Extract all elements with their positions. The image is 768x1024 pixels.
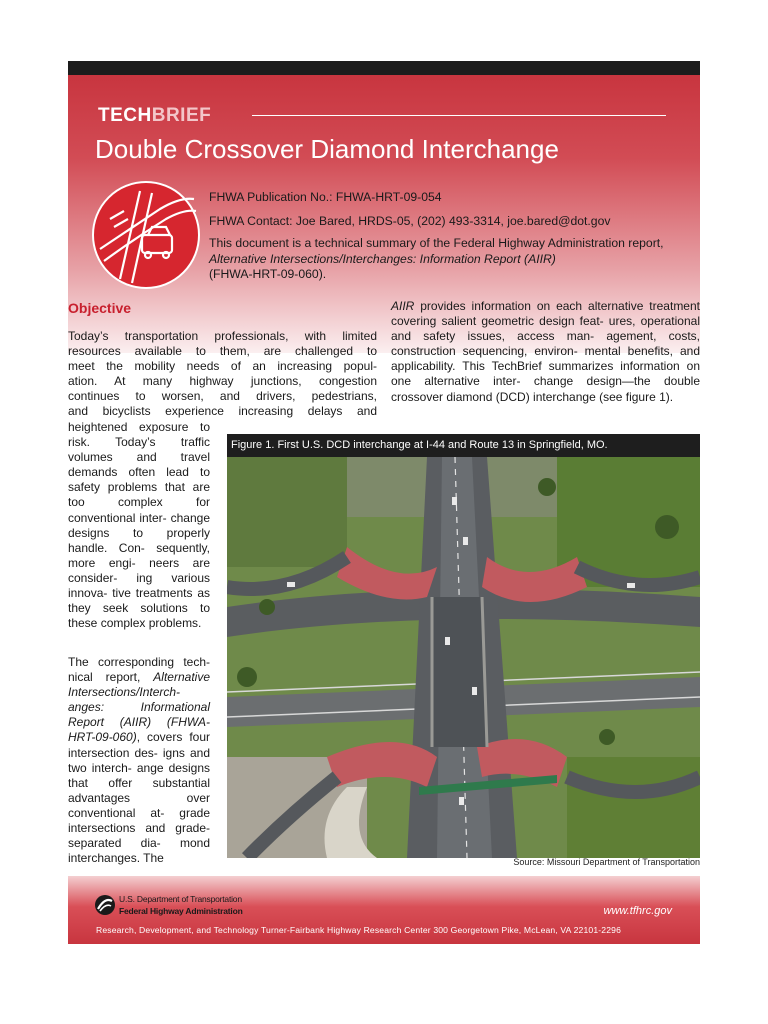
figure-1 xyxy=(227,434,700,858)
intro-line: meet the mobility needs of an increasing popul- xyxy=(68,359,377,374)
fhwa-contact: FHWA Contact: Joe Bared, HRDS-05, (202) 493-3314, joe.bared@dot.gov xyxy=(209,214,611,228)
summary-report-number: (FHWA-HRT-09-060). xyxy=(209,267,327,281)
top-black-bar xyxy=(68,61,700,75)
summary-text: This document is a technical summary of the Federal Highway Administration report, xyxy=(209,236,664,250)
interchange-emblem-icon xyxy=(90,179,202,291)
techbrief-page xyxy=(68,61,700,944)
usdot-logo-icon xyxy=(94,894,116,916)
website-link[interactable]: www.tfhrc.gov xyxy=(603,905,672,917)
brand-brief: BRIEF xyxy=(151,105,212,126)
techbrief-brand xyxy=(98,105,211,127)
p2-text-a: The corresponding tech- nical report, xyxy=(68,655,210,685)
intro-line: and bicyclists experience increasing delays and xyxy=(68,404,377,419)
brand-rule xyxy=(252,115,666,116)
document-summary xyxy=(209,236,679,283)
aiir-italic: AIIR xyxy=(391,299,415,313)
research-center-address: Research, Development, and Technology Turner-Fairbank Highway Research Center 300 Georgetown Pike, McLean, VA 22101-2296 xyxy=(96,925,621,935)
intro-line: resources available to them, are challenged to xyxy=(68,344,377,359)
interchange-aerial-photo xyxy=(227,457,700,858)
left-column-narrow-p1: heightened exposure to risk. Today’s traffic volumes and travel demands often lead to safety problems that are too complex for conventional inter- change designs to properly handle. Con- sequently, more engi- neers are consider- ing various innova- tive treatments as they seek solutions to these complex problems. xyxy=(68,420,210,631)
brand-tech: TECH xyxy=(98,105,152,126)
right-column-body: provides information on each alternative treatment covering salient geometric design feat- ures, operational and safety issues, access man- agement, costs, construction sequencing, environ- mental benefits, and applicability. This TechBrief summarizes information on one alternative inter- change design—the double crossover diamond (DCD) interchange (see figure 1). xyxy=(391,299,700,404)
p2-report-title: Alternative Intersections/Interch- anges: Informational Report (AIIR) (FHWA- HRT-09-060) xyxy=(68,670,210,745)
publication-number: FHWA Publication No.: FHWA-HRT-09-054 xyxy=(209,190,442,204)
left-column-narrow-p2 xyxy=(68,655,210,866)
figure-caption: Figure 1. First U.S. DCD interchange at I-44 and Route 13 in Springfield, MO. xyxy=(227,434,700,457)
p2-text-b: , covers four intersection des- igns and two interch- ange designs that offer substantial advantages over conventional at- grade intersections and grade-separated dia- mond interchanges. The xyxy=(68,730,210,866)
intro-line: Today’s transportation professionals, with limited xyxy=(68,329,377,343)
figure-source: Source: Missouri Department of Transportation xyxy=(513,857,700,867)
intro-line: ation. At many highway junctions, congestion xyxy=(68,374,377,389)
footer-banner xyxy=(68,876,700,944)
dot-department: U.S. Department of Transportation xyxy=(119,894,242,904)
document-title: Double Crossover Diamond Interchange xyxy=(95,134,559,164)
objective-heading: Objective xyxy=(68,300,132,316)
summary-report-title: Alternative Intersections/Interchanges: Information Report (AIIR) xyxy=(209,251,556,266)
left-column-intro xyxy=(68,329,377,420)
right-column-text xyxy=(391,299,700,405)
fhwa-name: Federal Highway Administration xyxy=(119,906,243,916)
intro-line: continues to worsen, and drivers, pedestrians, xyxy=(68,389,377,404)
